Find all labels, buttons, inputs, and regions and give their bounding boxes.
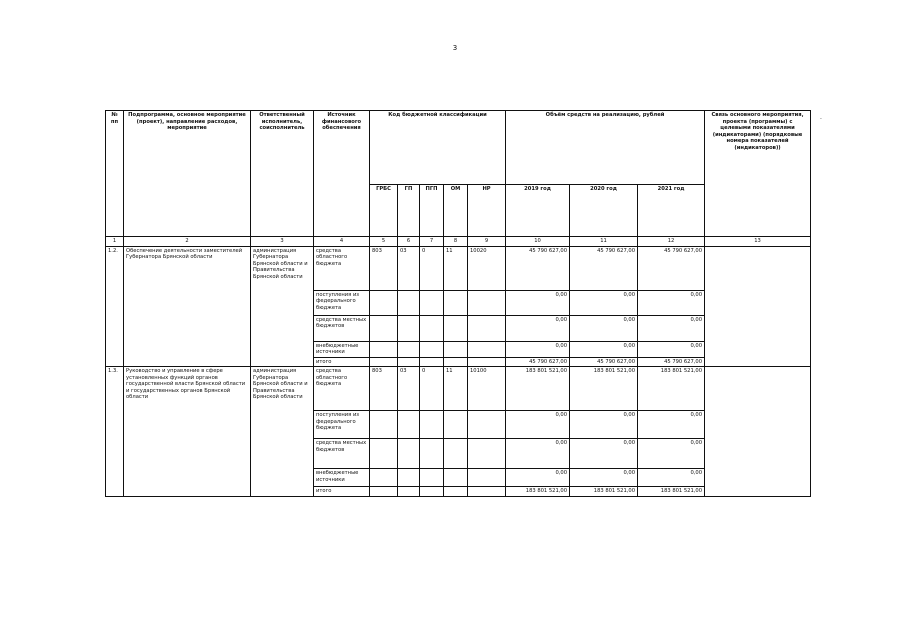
code-om [444,315,468,341]
amount-2020: 45 790 627,00 [570,246,638,290]
code-grbs: 803 [370,367,398,411]
header-budget-code: Код бюджетной классификации [370,111,506,185]
code-np [468,411,506,439]
code-pgp [420,290,444,315]
header-volume: Объём средств на реализацию, рублей [506,111,705,185]
code-pgp: 0 [420,246,444,290]
row-number: 1.3. [106,367,124,497]
column-number: 11 [570,237,638,247]
header-pgp: ПГП [420,185,444,237]
amount-2019: 183 801 521,00 [506,367,570,411]
table-row [106,246,811,290]
code-gp: 03 [398,246,420,290]
code-om: 11 [444,367,468,411]
code-gp [398,469,420,487]
code-gp [398,315,420,341]
code-om [444,487,468,497]
total-2020: 183 801 521,00 [570,487,638,497]
amount-2019: 0,00 [506,469,570,487]
column-number: 5 [370,237,398,247]
code-pgp [420,469,444,487]
code-om [444,290,468,315]
amount-2021: 45 790 627,00 [638,246,705,290]
column-number-row [106,237,811,247]
header-source: Источник финансового обеспечения [314,111,370,237]
amount-2020: 0,00 [570,341,638,357]
page-number: 3 [452,44,458,52]
column-number: 4 [314,237,370,247]
code-pgp [420,315,444,341]
code-grbs [370,290,398,315]
amount-2020: 0,00 [570,439,638,469]
column-number: 9 [468,237,506,247]
code-grbs [370,439,398,469]
code-grbs [370,487,398,497]
source-label: средства областного бюджета [314,246,370,290]
row-executor: администрация Губернатора Брянской области и Правительства Брянской области [251,367,314,497]
row-title: Обеспечение деятельности заместителей Губернатора Брянской области [124,246,251,367]
code-np [468,439,506,469]
code-np [468,315,506,341]
source-label: средства местных бюджетов [314,439,370,469]
source-label: поступления из федерального бюджета [314,411,370,439]
code-gp [398,487,420,497]
header-om: ОМ [444,185,468,237]
column-number: 12 [638,237,705,247]
total-2021: 45 790 627,00 [638,357,705,367]
amount-2021: 0,00 [638,411,705,439]
header-row-main [106,111,811,185]
header-2020: 2020 год [570,185,638,237]
column-number: 2 [124,237,251,247]
code-gp: 03 [398,367,420,411]
code-np [468,487,506,497]
source-label: внебюджетные источники [314,469,370,487]
amount-2020: 0,00 [570,411,638,439]
indicator-link [705,246,811,367]
code-gp [398,341,420,357]
amount-2020: 183 801 521,00 [570,367,638,411]
amount-2020: 0,00 [570,469,638,487]
column-number: 3 [251,237,314,247]
code-pgp [420,439,444,469]
source-label: внебюджетные источники [314,341,370,357]
code-om [444,469,468,487]
code-np [468,357,506,367]
amount-2021: 183 801 521,00 [638,367,705,411]
amount-2019: 0,00 [506,341,570,357]
code-pgp [420,411,444,439]
side-mark: - [820,116,822,122]
code-gp [398,439,420,469]
header-executor: Ответственный исполнитель, соисполнитель [251,111,314,237]
header-np: НР [468,185,506,237]
row-number: 1.2. [106,246,124,367]
code-om [444,341,468,357]
budget-table [105,110,811,497]
header-grbs: ГРБС [370,185,398,237]
source-label: средства местных бюджетов [314,315,370,341]
total-2021: 183 801 521,00 [638,487,705,497]
code-om [444,439,468,469]
total-2019: 183 801 521,00 [506,487,570,497]
amount-2019: 0,00 [506,411,570,439]
code-grbs [370,469,398,487]
row-title: Руководство и управление в сфере установленных функций органов государственной власти Брянской области и государственных органов Брянской области [124,367,251,497]
column-number: 7 [420,237,444,247]
amount-2019: 45 790 627,00 [506,246,570,290]
column-number: 10 [506,237,570,247]
code-pgp: 0 [420,367,444,411]
code-np: 10020 [468,246,506,290]
amount-2021: 0,00 [638,469,705,487]
code-np [468,341,506,357]
code-grbs [370,315,398,341]
total-label: итого [314,357,370,367]
amount-2019: 0,00 [506,290,570,315]
amount-2021: 0,00 [638,439,705,469]
amount-2021: 0,00 [638,341,705,357]
table-row [106,367,811,411]
header-subprogram: Подпрограмма, основное мероприятие (проект), направление расходов, мероприятие [124,111,251,237]
amount-2020: 0,00 [570,290,638,315]
code-pgp [420,341,444,357]
total-label: итого [314,487,370,497]
indicator-link [705,367,811,497]
amount-2021: 0,00 [638,315,705,341]
amount-2020: 0,00 [570,315,638,341]
header-no: № пп [106,111,124,237]
code-np [468,469,506,487]
header-2021: 2021 год [638,185,705,237]
code-np: 10100 [468,367,506,411]
code-om [444,357,468,367]
source-label: поступления из федерального бюджета [314,290,370,315]
header-2019: 2019 год [506,185,570,237]
total-2020: 45 790 627,00 [570,357,638,367]
amount-2021: 0,00 [638,290,705,315]
code-grbs [370,357,398,367]
amount-2019: 0,00 [506,439,570,469]
amount-2019: 0,00 [506,315,570,341]
column-number: 6 [398,237,420,247]
code-grbs: 803 [370,246,398,290]
code-om [444,411,468,439]
row-executor: администрация Губернатора Брянской области и Правительства Брянской области [251,246,314,367]
column-number: 8 [444,237,468,247]
code-om: 11 [444,246,468,290]
column-number: 1 [106,237,124,247]
code-np [468,290,506,315]
code-grbs [370,411,398,439]
source-label: средства областного бюджета [314,367,370,411]
code-pgp [420,357,444,367]
code-pgp [420,487,444,497]
code-gp [398,290,420,315]
column-number: 13 [705,237,811,247]
code-gp [398,357,420,367]
header-gp: ГП [398,185,420,237]
code-grbs [370,341,398,357]
total-2019: 45 790 627,00 [506,357,570,367]
header-link: Связь основного мероприятия, проекта (программы) с целевыми показателями (индикаторами) (порядковые номера показателей (индикаторов)) [705,111,811,237]
code-gp [398,411,420,439]
